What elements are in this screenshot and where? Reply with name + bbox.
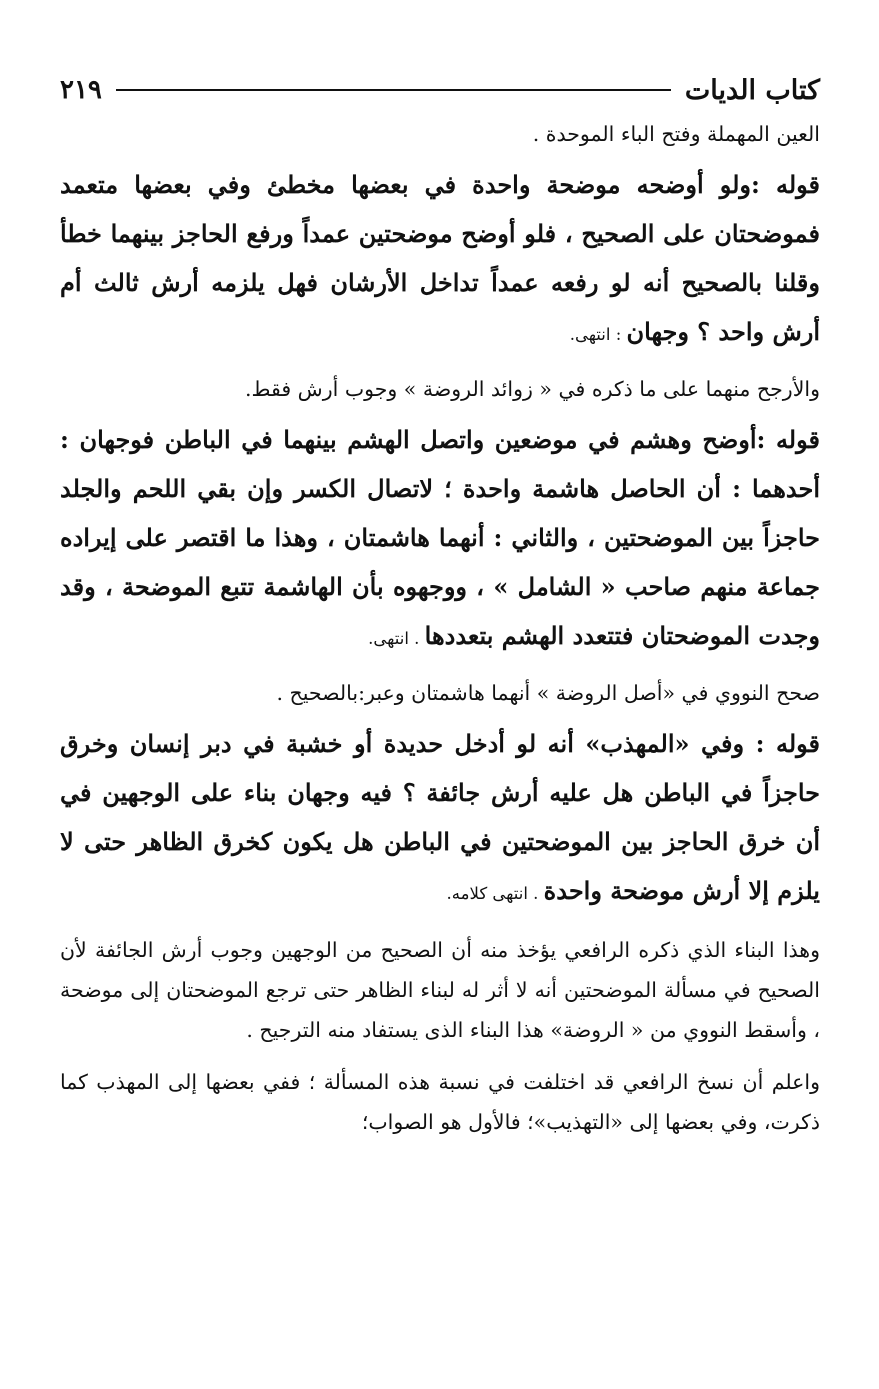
page <box>60 70 820 1142</box>
quote-paragraph <box>60 160 820 359</box>
running-header <box>60 70 820 110</box>
paragraph <box>60 1062 820 1142</box>
paragraph <box>60 930 820 1050</box>
paragraph <box>60 675 820 711</box>
header-rule <box>116 89 671 91</box>
paragraph-suffix: : انتهى. <box>569 325 627 344</box>
paragraph-suffix: . انتهى كلامه. <box>446 884 544 903</box>
paragraph-text: والأرجح منهما على ما ذكره في « زوائد الروضة » وجوب أرش فقط. <box>245 377 820 401</box>
paragraph-text: قوله : وفي «المهذب» أنه لو أدخل حديدة أو خشبة في دبر إنسان وخرق حاجزاً في الباطن هل عليه أرش جائفة ؟ فيه وجهان بناء على الوجهين في أن خرق الحاجز بين الموضحتين في الباطن هل يكون كخرق الظاهر حتى لا يلزم إلا أرش موضحة واحدة <box>60 729 821 905</box>
paragraph <box>60 371 820 407</box>
paragraph-text: وهذا البناء الذي ذكره الرافعي يؤخذ منه أن الصحيح من الوجهين وجوب أرش الجائفة لأن الصحيح في مسألة الموضحتين أنه لا أثر له لبناء الظاهر حتى ترجع الموضحتان إلى موضحة ، وأسقط النووي من « الروضة» هذا البناء الذى يستفاد منه الترجيح . <box>60 938 820 1042</box>
paragraph-text: صحح النووي في «أصل الروضة » أنهما هاشمتان وعبر:بالصحيح . <box>276 681 820 705</box>
paragraph <box>60 116 820 152</box>
page-number: ٢١٩ <box>60 75 102 105</box>
chapter-title: كتاب الديات <box>684 74 820 106</box>
quote-paragraph <box>60 415 820 663</box>
paragraph-text: قوله :أوضح وهشم في موضعين واتصل الهشم بينهما في الباطن فوجهان : أحدهما : أن الحاصل هاشمة واحدة ؛ لاتصال الكسر وإن بقي اللحم والجلد حاجزاً بين الموضحتين ، والثاني : أنهما هاشمتان ، وهذا ما اقتصر على إيراده جماعة منهم صاحب « الشامل » ، ووجهوه بأن الهاشمة تتبع الموضحة ، وقد وجدت الموضحتان فتتعدد الهشم بتعددها <box>60 425 821 650</box>
quote-paragraph <box>60 719 820 918</box>
paragraph-text: العين المهملة وفتح الباء الموحدة . <box>532 122 820 146</box>
paragraph-text: واعلم أن نسخ الرافعي قد اختلفت في نسبة هذه المسألة ؛ ففي بعضها إلى المهذب كما ذكرت، وفي بعضها إلى «التهذيب»؛ فالأول هو الصواب؛ <box>60 1070 820 1134</box>
paragraph-text: قوله :ولو أوضحه موضحة واحدة في بعضها مخطئ وفي بعضها متعمد فموضحتان على الصحيح ، فلو أوضح موضحتين عمداً ورفع الحاجز بينهما خطأ وقلنا بالصحيح أنه لو رفعه عمداً تداخل الأرشان فهل يلزمه أرش ثالث أم أرش واحد ؟ وجهان <box>60 170 820 346</box>
paragraph-suffix: . انتهى. <box>368 629 425 648</box>
